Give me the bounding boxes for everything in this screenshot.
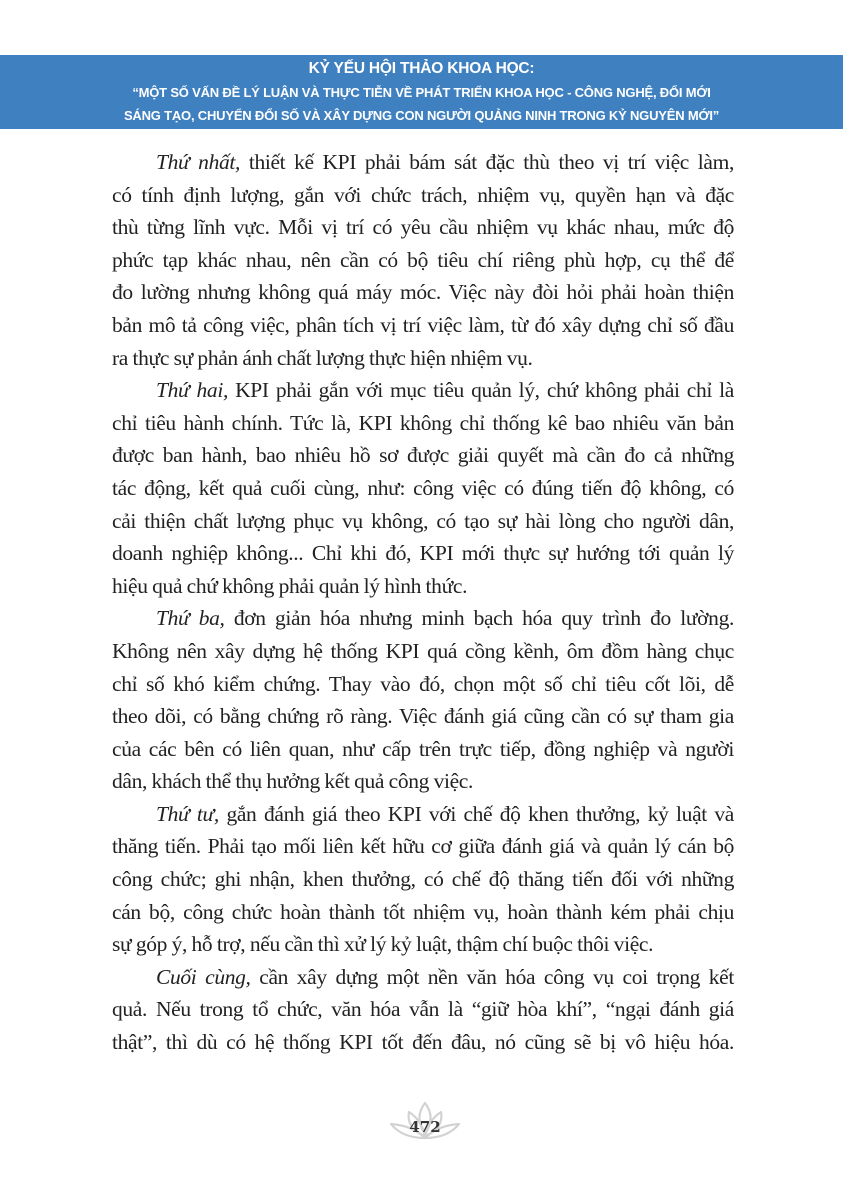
- text-line: dân, khách thể thụ hưởng kết quả công việc.: [112, 769, 474, 794]
- text-line: của các bên có liên quan, như cấp trên trực tiếp, đồng nghiệp và người: [112, 736, 734, 761]
- text-line: phức tạp khác nhau, nên cần có bộ tiêu chí riêng phù hợp, cụ thể để: [112, 247, 734, 272]
- text-line: Không nên xây dựng hệ thống KPI quá cồng kềnh, ôm đồm hàng chục: [112, 638, 734, 663]
- text-line: thăng tiến. Phải tạo mối liên kết hữu cơ giữa đánh giá và quản lý cán bộ: [112, 834, 734, 859]
- text-line: Thứ tư, gắn đánh giá theo KPI với chế độ khen thưởng, kỷ luật và: [156, 801, 734, 826]
- paragraph-lead: Cuối cùng,: [156, 964, 251, 989]
- page-folio: [385, 1100, 465, 1150]
- page-number: 472: [409, 1118, 441, 1136]
- conference-title-line-1: “MỘT SỐ VẤN ĐỀ LÝ LUẬN VÀ THỰC TIỄN VỀ PHÁT TRIỂN KHOA HỌC - CÔNG NGHỆ, ĐỔI MỚI: [132, 85, 711, 100]
- text-line: cải thiện chất lượng phục vụ không, có tạo sự hài lòng cho người dân,: [112, 508, 734, 533]
- text-line: thật”, thì dù có hệ thống KPI tốt đến đâu, nó cũng sẽ bị vô hiệu hóa.: [112, 1030, 734, 1055]
- text-line: Thứ nhất, thiết kế KPI phải bám sát đặc thù theo vị trí việc làm,: [156, 150, 734, 174]
- text-line: cán bộ, công chức hoàn thành tốt nhiệm vụ, hoàn thành kém phải chịu: [112, 899, 734, 924]
- header-banner: [0, 55, 843, 129]
- text-line: bản mô tả công việc, phân tích vị trí việc làm, từ đó xây dựng chỉ số đầu: [112, 312, 734, 337]
- text-line: có tính định lượng, gắn với chức trách, nhiệm vụ, quyền hạn và đặc: [112, 182, 734, 207]
- paragraph-lead: Thứ nhất,: [156, 150, 241, 174]
- text-line: doanh nghiệp không... Chỉ khi đó, KPI mới thực sự hướng tới quản lý: [112, 541, 734, 566]
- text-line: Thứ ba, đơn giản hóa nhưng minh bạch hóa quy trình đo lường.: [156, 606, 734, 631]
- text-line: sự góp ý, hỗ trợ, nếu cần thì xử lý kỷ luật, thậm chí buộc thôi việc.: [112, 932, 654, 957]
- paragraph-thu-tu: [112, 798, 734, 961]
- text-line: được ban hành, bao nhiêu hồ sơ được giải quyết mà cần đo cả những: [112, 443, 734, 468]
- text-line: hiệu quả chứ không phải quản lý hình thức.: [112, 573, 468, 598]
- text-line: chỉ tiêu hành chính. Tức là, KPI không chỉ thống kê bao nhiêu văn bản: [112, 410, 734, 435]
- paragraph-cuoi-cung: [112, 961, 734, 1059]
- paragraph-lead: Thứ ba,: [156, 606, 225, 631]
- paragraph-thu-nhat: [112, 146, 734, 374]
- proceedings-title: KỶ YẾU HỘI THẢO KHOA HỌC:: [308, 60, 535, 77]
- text-line: ra thực sự phản ánh chất lượng thực hiện nhiệm vụ.: [112, 345, 533, 370]
- text-line: Cuối cùng, cần xây dựng một nền văn hóa công vụ coi trọng kết: [156, 964, 734, 989]
- body-text: [112, 146, 734, 1059]
- text-line: chỉ số khó kiểm chứng. Thay vào đó, chọn một số chỉ tiêu cốt lõi, dễ: [112, 671, 734, 696]
- text-line: công chức; ghi nhận, khen thưởng, có chế độ thăng tiến đối với những: [112, 867, 734, 892]
- paragraph-lead: Thứ hai,: [156, 378, 228, 403]
- conference-title-line-2: SÁNG TẠO, CHUYỂN ĐỔI SỐ VÀ XÂY DỰNG CON NGƯỜI QUẢNG NINH TRONG KỶ NGUYÊN MỚI”: [123, 108, 720, 123]
- text-line: thù từng lĩnh vực. Mỗi vị trí có yêu cầu nhiệm vụ khác nhau, mức độ: [112, 215, 734, 240]
- paragraph-thu-ba: [112, 602, 734, 798]
- text-line: Thứ hai, KPI phải gắn với mục tiêu quản lý, chứ không phải chỉ là: [156, 378, 734, 403]
- text-line: đo lường nhưng không quá máy móc. Việc này đòi hỏi phải hoàn thiện: [112, 280, 734, 305]
- text-line: theo dõi, có bằng chứng rõ ràng. Việc đánh giá cũng cần có sự tham gia: [112, 704, 734, 729]
- text-line: quả. Nếu trong tổ chức, văn hóa vẫn là “giữ hòa khí”, “ngại đánh giá: [112, 997, 734, 1022]
- paragraph-thu-hai: [112, 374, 734, 602]
- paragraph-lead: Thứ tư,: [156, 801, 219, 826]
- text-line: tác động, kết quả cuối cùng, như: công việc có đúng tiến độ không, có: [112, 475, 734, 500]
